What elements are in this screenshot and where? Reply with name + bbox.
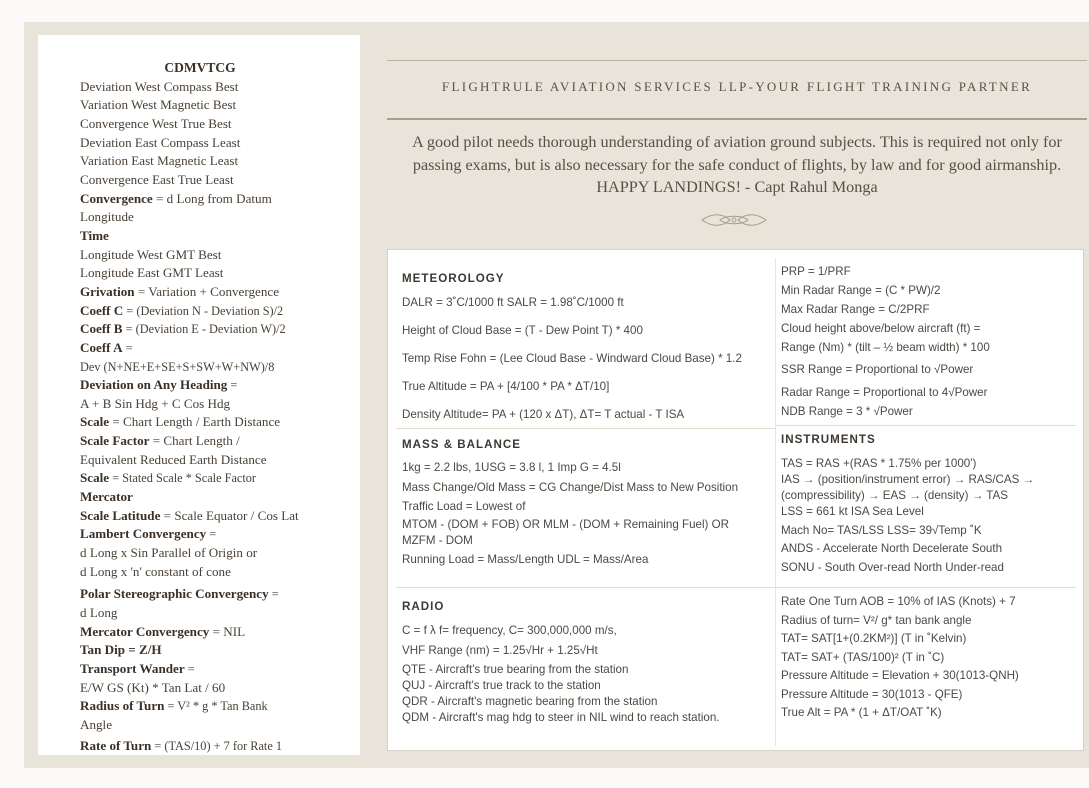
turn-pressure-formula: Pressure Altitude = 30(1013 - QFE) — [781, 688, 963, 701]
header-rule-top — [387, 60, 1087, 61]
deviation-heading-formula-cont: A + B Sin Hdg + C Cos Hdg — [80, 395, 231, 411]
polar-line: d Long — [80, 605, 118, 621]
mass-balance-formula: 1kg = 2.2 lbs, 1USG = 3.8 l, 1 Imp G = 4.5l — [402, 461, 621, 474]
radar-formula: Min Radar Range = (C * PW)/2 — [781, 284, 941, 297]
column-divider — [775, 258, 776, 746]
cdmvtcg-line: Convergence West True Best — [80, 115, 232, 131]
time-heading: Time — [80, 227, 109, 243]
cdmvtcg-line: Convergence East True Least — [80, 171, 234, 187]
radar-formula: Radar Range = Proportional to 4√Power — [781, 386, 988, 399]
intro-line: passing exams, but is also necessary for the safe conduct of flights, by law and for good airmanship. — [412, 155, 1062, 174]
meteorology-formula: DALR = 3˚C/1000 ft SALR = 1.98˚C/1000 ft — [402, 296, 624, 309]
section-divider — [776, 587, 1076, 588]
intro-signoff: HAPPY LANDINGS! - Capt Rahul Monga — [596, 178, 878, 196]
left-panel — [38, 35, 360, 755]
rate-turn-formula: Rate of Turn = (TAS/10) + 7 for Rate 1 — [80, 737, 283, 753]
intro-line: A good pilot needs thorough understanding of aviation ground subjects. This is required not only for — [412, 133, 1062, 151]
turn-pressure-formula: Radius of turn= V²/ g* tan bank angle — [781, 614, 972, 627]
coeff-a-formula: Coeff A = — [80, 339, 133, 355]
instruments-formula: SONU - South Over-read North Under-read — [781, 561, 1004, 574]
transport-wander-formula: Transport Wander = — [80, 661, 195, 676]
coeff-b-formula: Coeff B = (Deviation E - Deviation W)/2 — [80, 321, 286, 337]
section-divider — [396, 428, 776, 429]
coeff-a-formula-cont: Dev (N+NE+E+SE+S+SW+W+NW)/8 — [80, 359, 275, 374]
mass-balance-formula: Traffic Load = Lowest of — [402, 500, 526, 513]
instruments-formula: (compressibility) → EAS → (density) → TAS — [781, 489, 1008, 502]
radio-formula: QDR - Aircraft's magnetic bearing from the station — [402, 695, 658, 708]
turn-pressure-formula: True Alt = PA * (1 + ΔT/OAT ˚K) — [781, 706, 942, 719]
turn-pressure-formula: TAT= SAT[1+(0.2KM²)] (T in ˚Kelvin) — [781, 632, 967, 645]
meteorology-formula: Temp Rise Fohn = (Lee Cloud Base - Windward Cloud Base) * 1.2 — [402, 352, 742, 365]
scale-formula: Scale = Chart Length / Earth Distance — [80, 414, 281, 430]
radar-formula: SSR Range = Proportional to √Power — [781, 363, 974, 376]
convergence-formula-cont: Longitude — [80, 209, 134, 225]
scale-latitude-formula: Scale Latitude = Scale Equator / Cos Lat — [80, 507, 299, 523]
radio-formula: QTE - Aircraft's true bearing from the station — [402, 663, 629, 676]
time-line: Longitude East GMT Least — [80, 265, 224, 281]
mass-balance-formula: MTOM - (DOM + FOB) OR MLM - (DOM + Remaining Fuel) OR — [402, 518, 730, 531]
radio-formula: C = f λ f= frequency, C= 300,000,000 m/s, — [402, 624, 617, 637]
lambert-line: d Long x Sin Parallel of Origin or — [80, 545, 258, 561]
turn-pressure-formula: TAT= SAT+ (TAS/100)² (T in ˚C) — [781, 651, 945, 664]
deviation-heading-formula: Deviation on Any Heading = — [80, 377, 238, 393]
transport-wander-line: E/W GS (Kt) * Tan Lat / 60 — [80, 679, 226, 695]
mass-balance-heading: MASS & BALANCE — [402, 438, 521, 451]
lambert-line: d Long x 'n' constant of cone — [80, 563, 231, 579]
radio-formula: QUJ - Aircraft's true track to the station — [402, 679, 601, 692]
meteorology-formula: Density Altitude= PA + (120 x ΔT), ΔT= T actual - T ISA — [402, 408, 685, 421]
radar-formula: Cloud height above/below aircraft (ft) = — [781, 322, 981, 335]
instruments-formula: Mach No= TAS/LSS LSS= 39√Temp ˚K — [781, 524, 982, 537]
cdmvtcg-line: Deviation East Compass Least — [80, 134, 241, 150]
section-divider — [396, 587, 776, 588]
meteorology-formula: True Altitude = PA + [4/100 * PA * ΔT/10] — [402, 380, 610, 393]
radar-formula: Range (Nm) * (tilt – ½ beam width) * 100 — [781, 341, 990, 354]
turn-pressure-formula: Pressure Altitude = Elevation + 30(1013-QNH) — [781, 669, 1019, 682]
radio-heading: RADIO — [402, 600, 445, 613]
radar-formula: PRP = 1/PRF — [781, 265, 851, 278]
instruments-formula: IAS → (position/instrument error) → RAS/CAS → — [781, 473, 1035, 486]
mercator-convergency-formula: Mercator Convergency = NIL — [80, 623, 246, 639]
lambert-formula: Lambert Convergency = — [80, 526, 217, 542]
instruments-formula: LSS = 661 kt ISA Sea Level — [781, 505, 924, 518]
intro-paragraph — [387, 131, 1087, 199]
radius-turn-formula: Radius of Turn = V² * g * Tan Bank — [80, 698, 268, 714]
ornament-flourish-icon — [700, 209, 768, 231]
tan-dip-formula: Tan Dip = Z/H — [80, 642, 162, 658]
radio-formula: QDM - Aircraft's mag hdg to steer in NIL wind to reach station. — [402, 711, 720, 724]
meteorology-heading: METEOROLOGY — [402, 272, 505, 285]
coeff-c-formula: Coeff C = (Deviation N - Deviation S)/2 — [80, 302, 284, 318]
radar-formula: Max Radar Range = C/2PRF — [781, 303, 930, 316]
instruments-heading: INSTRUMENTS — [781, 433, 876, 446]
mercator-heading: Mercator — [80, 489, 133, 505]
instruments-formula: TAS = RAS +(RAS * 1.75% per 1000') — [781, 457, 977, 470]
scale-factor-formula: Scale Factor = Chart Length / — [80, 433, 240, 449]
section-divider — [776, 425, 1076, 426]
left-panel-title: CDMVTCG — [164, 60, 236, 75]
header-rule-bottom — [387, 118, 1087, 120]
meteorology-formula: Height of Cloud Base = (T - Dew Point T) * 400 — [402, 324, 643, 337]
time-line: Longitude West GMT Best — [80, 246, 222, 262]
instruments-formula: ANDS - Accelerate North Decelerate South — [781, 542, 1003, 555]
mass-balance-formula: Running Load = Mass/Length UDL = Mass/Area — [402, 553, 649, 566]
radio-formula: VHF Range (nm) = 1.25√Hr + 1.25√Ht — [402, 644, 598, 657]
convergence-formula: Convergence = d Long from Datum — [80, 190, 272, 206]
cdmvtcg-line: Variation West Magnetic Best — [80, 97, 237, 113]
mass-balance-formula: Mass Change/Old Mass = CG Change/Dist Mass to New Position — [402, 481, 739, 494]
formula-sheet — [387, 249, 1084, 751]
stated-scale-formula: Scale = Stated Scale * Scale Factor — [80, 470, 257, 486]
company-banner: FLIGHTRULE AVIATION SERVICES LLP-YOUR FLIGHT TRAINING PARTNER — [441, 79, 1033, 94]
turn-pressure-formula: Rate One Turn AOB = 10% of IAS (Knots) + 7 — [781, 595, 1016, 608]
radius-turn-formula-cont: Angle — [80, 716, 112, 732]
mass-balance-formula: MZFM - DOM — [402, 534, 473, 547]
polar-formula: Polar Stereographic Convergency = — [80, 586, 279, 602]
scale-factor-formula-cont: Equivalent Reduced Earth Distance — [80, 451, 267, 467]
grivation-formula: Grivation = Variation + Convergence — [80, 283, 280, 299]
cdmvtcg-line: Variation East Magnetic Least — [80, 153, 239, 169]
cdmvtcg-line: Deviation West Compass Best — [80, 78, 239, 94]
radar-formula: NDB Range = 3 * √Power — [781, 405, 913, 418]
